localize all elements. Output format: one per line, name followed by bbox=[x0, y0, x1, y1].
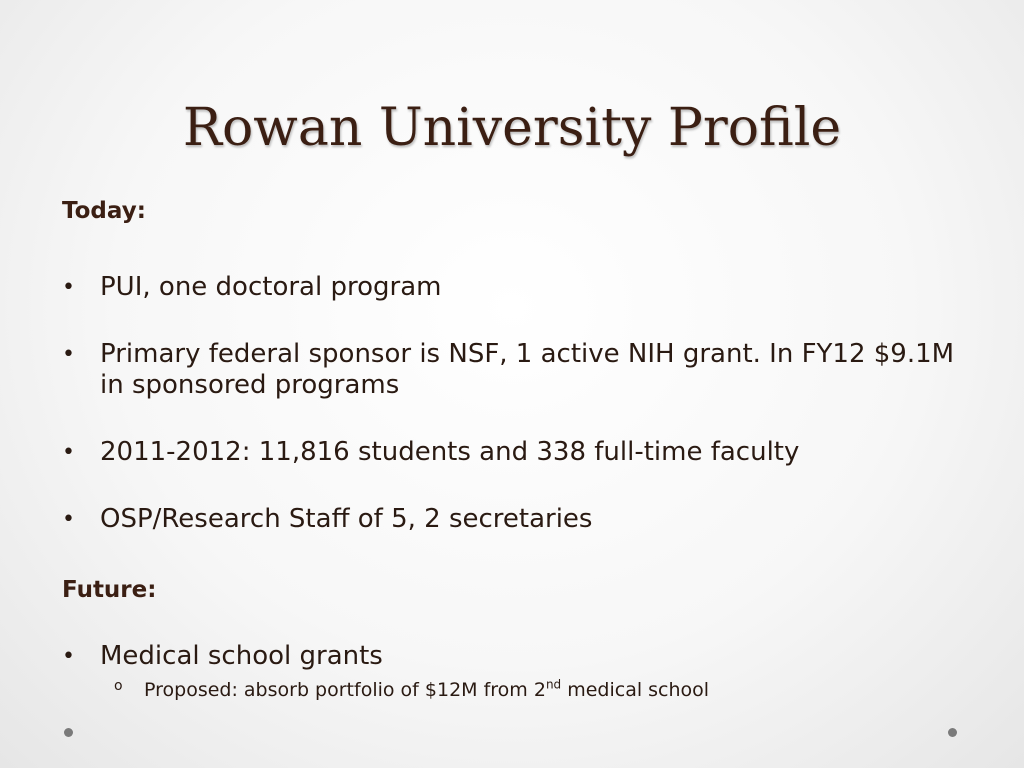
today-heading: Today: bbox=[62, 198, 146, 224]
bullet-text: Primary federal sponsor is NSF, 1 active NIH grant. In FY12 $9.1M in sponsored programs bbox=[100, 339, 955, 400]
bullet-item bbox=[62, 272, 972, 303]
bullet-text: PUI, one doctoral program bbox=[100, 272, 442, 302]
corner-dot-right bbox=[948, 728, 957, 737]
future-heading: Future: bbox=[62, 577, 157, 603]
bullet-icon: • bbox=[62, 507, 75, 532]
bullet-text: Medical school grants bbox=[100, 641, 383, 671]
sub-bullet-icon: o bbox=[114, 678, 123, 694]
future-bullet-list bbox=[62, 641, 972, 701]
corner-dot-left bbox=[64, 728, 73, 737]
bullet-icon: • bbox=[62, 440, 75, 465]
slide-title: Rowan University Profile bbox=[182, 98, 842, 158]
bullet-item bbox=[62, 437, 972, 468]
bullet-icon: • bbox=[62, 342, 75, 367]
sub-bullet-text: Proposed: absorb portfolio of $12M from 2nd medical school bbox=[144, 678, 710, 702]
bullet-icon: • bbox=[62, 275, 75, 300]
bullet-text: OSP/Research Staff of 5, 2 secretaries bbox=[100, 504, 593, 534]
bullet-item bbox=[62, 641, 972, 672]
bullet-item bbox=[62, 339, 972, 401]
bullet-text: 2011-2012: 11,816 students and 338 full-time faculty bbox=[100, 437, 800, 467]
bullet-item bbox=[62, 504, 972, 535]
today-bullet-list bbox=[62, 272, 972, 535]
slide-content bbox=[62, 198, 972, 701]
bullet-icon: • bbox=[62, 644, 75, 669]
sub-bullet-item bbox=[62, 674, 972, 701]
